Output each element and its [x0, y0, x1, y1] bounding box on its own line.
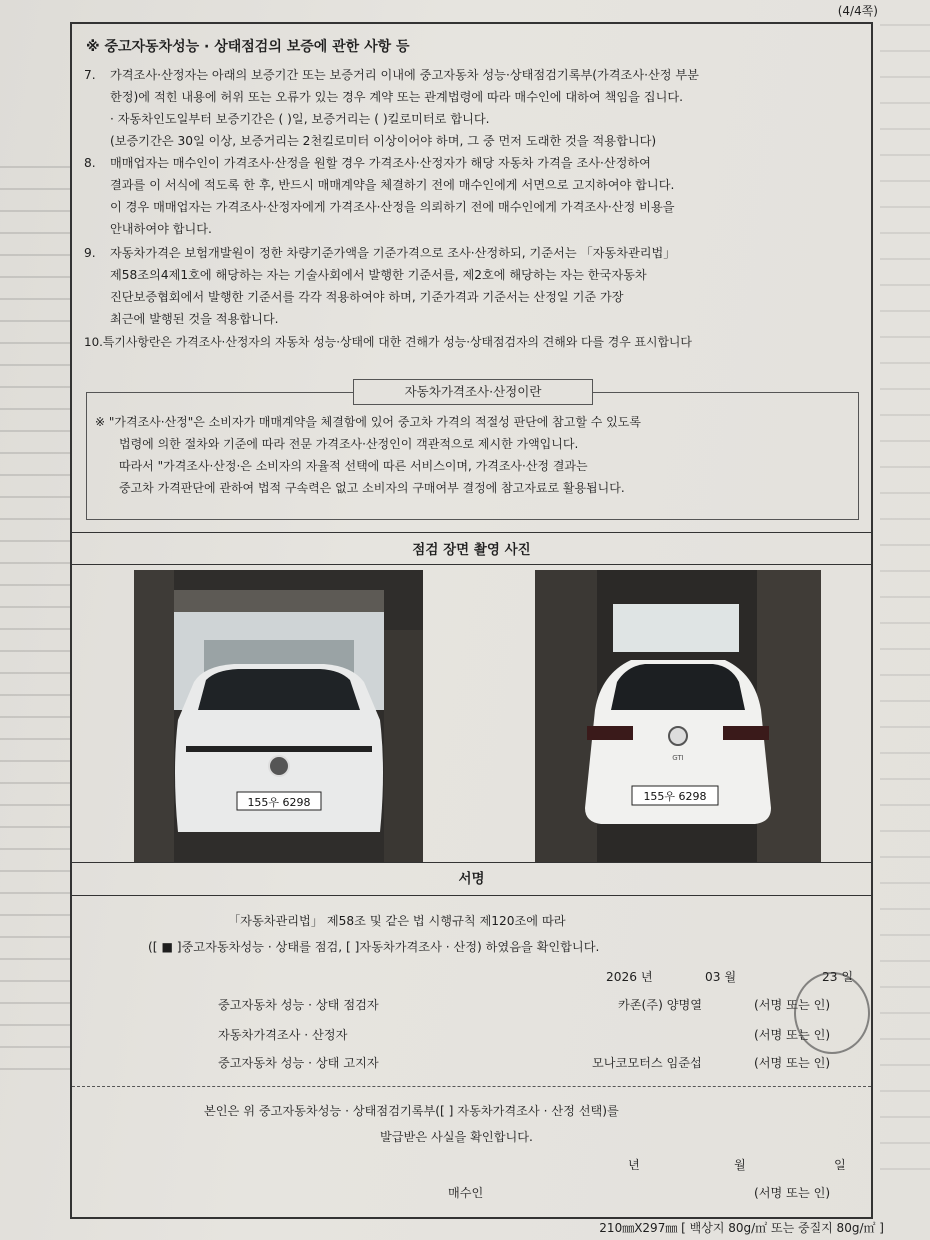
warranty-item-7: 7. 가격조사·산정자는 아래의 보증기간 또는 보증거리 이내에 중고자동차 성능·상태점검기록부(가격조사·산정 부분 한정)에 적힌 내용에 허위 또는 오류가 있는 경우 계약 또는 관계법령에 따라 매수인에 대하여 책임을 집니다. · 자동차인도일부터 보증기간은 ( )일, 보증거리는 ( )킬로미터로 합니다. (보증기간은 30일 이상, 보증거리는 2천킬로미터 이상이어야 하며, 그 중 먼저 도래한 것을 적용합니다) [84, 68, 699, 148]
sign-day: 23 일 [822, 970, 854, 984]
notice-line: 법령에 의한 절차와 기준에 따라 전문 가격조사·산정인이 객관적으로 제시한 가액입니다. [119, 437, 579, 451]
warranty-title: ※ 중고자동차성능 · 상태점검의 보증에 관한 사항 등 [86, 39, 410, 55]
divider [72, 532, 871, 533]
rear-car-image [535, 570, 821, 862]
buyer-confirmation: 본인은 위 중고자동차성능 · 상태점검기록부([ ] 자동차가격조사 · 산정 선택)를 [204, 1104, 619, 1118]
notifier-label: 중고자동차 성능 · 상태 고지자 [218, 1056, 379, 1070]
buyer-day: 일 [834, 1158, 846, 1172]
rear-license-plate: 155우 6298 [643, 790, 707, 803]
buyer-month: 월 [734, 1158, 746, 1172]
show-through-text [880, 20, 930, 1170]
notice-box [86, 384, 859, 520]
buyer-label: 매수인 [448, 1186, 484, 1200]
warranty-item-8: 8. 매매업자는 매수인이 가격조사·산정을 원할 경우 가격조사·산정자가 해당 자동차 가격을 조사·산정하여 결과를 이 서식에 적도록 한 후, 반드시 매매계약을 체결하기 전에 매수인에게 서면으로 고지하여야 합니다. 이 경우 매매업자는 가격조사·산정자에게 가격조사·산정을 의뢰하기 전에 매수인에게 가격조사·산정 비용을 안내하여야 합니다. [84, 156, 675, 236]
confirmation-statement: ([ ■ ]중고자동차성능 · 상태를 점검, [ ]자동차가격조사 · 산정) 하였음을 확인합니다. [148, 940, 600, 954]
notice-title: 자동차가격조사·산정이란 [353, 379, 593, 405]
buyer-confirmation-2: 발급받은 사실을 확인합니다. [380, 1130, 533, 1144]
divider [72, 862, 871, 863]
divider [72, 564, 871, 565]
photos-heading: 점검 장면 촬영 사진 [412, 542, 531, 558]
law-reference: 「자동차관리법」 제58조 및 같은 법 시행규칙 제120조에 따라 [228, 914, 566, 928]
rear-gti-badge: GTI [672, 754, 684, 762]
notice-line: ※ "가격조사·산정"은 소비자가 매매계약을 체결함에 있어 중고차 가격의 적절성 판단에 참고할 수 있도록 [95, 415, 641, 429]
notice-line: 따라서 "가격조사·산정·은 소비자의 자율적 선택에 따른 서비스이며, 가격조사·산정 결과는 [119, 459, 588, 473]
divider [72, 1086, 871, 1087]
appraiser-signature: (서명 또는 인) [754, 1028, 831, 1042]
front-inspection-photo [134, 570, 423, 862]
warranty-item-9: 9. 자동차가격은 보험개발원이 정한 차량기준가액을 기준가격으로 조사·산정하되, 기준서는 「자동차관리법」 제58조의4제1호에 해당하는 자는 기술사회에서 발행한 기준서를, 제2호에 해당하는 자는 한국자동차 진단보증협회에서 발행한 기준서를 각각 적용하여야 하며, 기준가격과 기준서는 산정일 기준 가장 최근에 발행된 것을 적용합니다. [84, 246, 676, 326]
notifier-signature: (서명 또는 인) [754, 1056, 831, 1070]
notice-line: 중고차 가격판단에 관하여 법적 구속력은 없고 소비자의 구매여부 결정에 참고자료로 활용됩니다. [119, 481, 625, 495]
inspector-signature: (서명 또는 인) [754, 998, 831, 1012]
inspector-name: 카존(주) 양명열 [618, 998, 703, 1012]
form-frame [70, 22, 873, 1219]
seal-stamp [794, 972, 870, 1054]
signature-heading: 서명 [458, 871, 485, 887]
front-license-plate: 155우 6298 [247, 796, 311, 809]
front-car-image [134, 570, 423, 862]
sign-year: 2026 년 [606, 970, 653, 984]
notifier-name: 모나코모터스 임준섭 [592, 1056, 702, 1070]
rear-inspection-photo [535, 570, 821, 862]
warranty-item-10: 10.특기사항란은 가격조사·산정자의 자동차 성능·상태에 대한 견해가 성능·상태점검자의 견해와 다를 경우 표시합니다 [84, 335, 692, 349]
sign-month: 03 월 [705, 970, 737, 984]
page-number: (4/4쪽) [837, 4, 878, 18]
buyer-signature: (서명 또는 인) [754, 1186, 831, 1200]
buyer-year: 년 [628, 1158, 640, 1172]
divider [72, 895, 871, 896]
inspector-label: 중고자동차 성능 · 상태 점검자 [218, 998, 379, 1012]
paper-spec: 210㎜X297㎜ [ 백상지 80g/㎡ 또는 중질지 80g/㎡ ] [599, 1221, 884, 1235]
show-through-text [0, 150, 70, 1070]
appraiser-label: 자동차가격조사 · 산정자 [218, 1028, 348, 1042]
